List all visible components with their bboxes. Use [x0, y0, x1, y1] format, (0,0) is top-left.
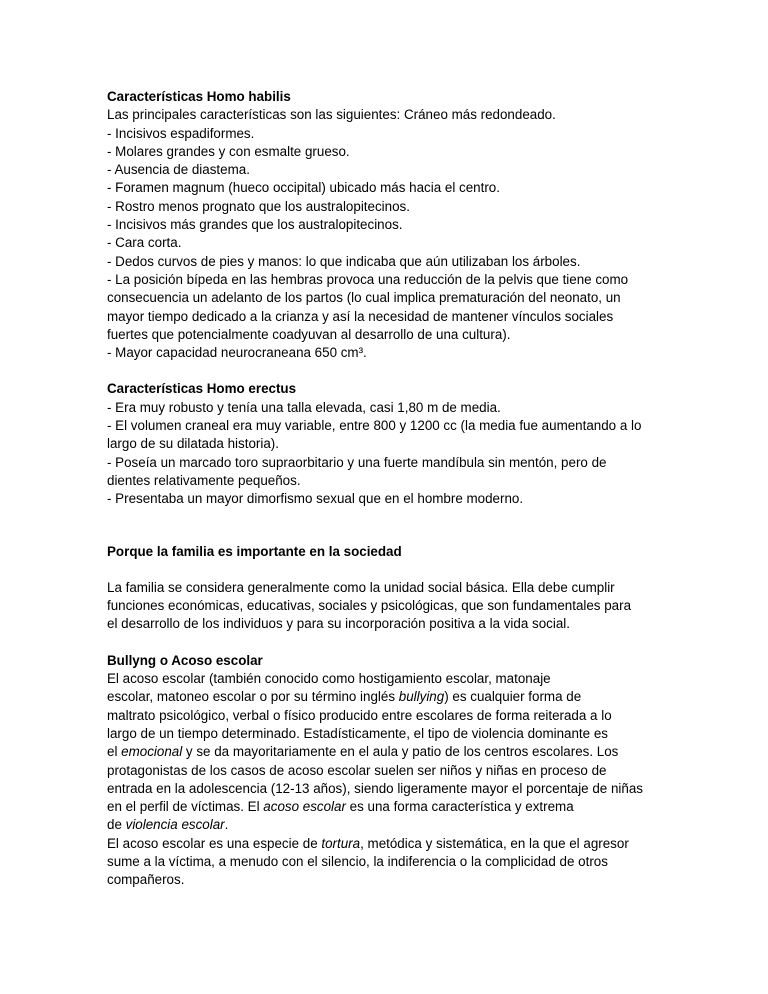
bullying-line: protagonistas de los casos de acoso escolar suelen ser niños y niñas en proceso de	[107, 762, 607, 778]
habilis-intro: Las principales características son las siguientes: Cráneo más redondeado.	[107, 107, 556, 123]
erectus-line: largo de su dilatada historia).	[107, 436, 279, 452]
familia-line: funciones económicas, educativas, sociales y psicológicas, que son fundamentales para	[107, 598, 632, 614]
habilis-item: - Rostro menos prognato que los australopitecinos.	[107, 198, 410, 214]
habilis-item: - Molares grandes y con esmalte grueso.	[107, 143, 350, 159]
habilis-pelvis-line: fuertes que potencialmente coadyuvan al desarrollo de una cultura).	[107, 326, 511, 342]
bullying-line	[107, 816, 667, 834]
italic-term: emocional	[121, 744, 183, 760]
section-familia	[107, 543, 667, 634]
text-run: ) es cualquier forma de	[444, 689, 582, 705]
text-run: es una forma característica y extrema	[345, 799, 574, 815]
spacer	[107, 509, 667, 543]
bullying-line	[107, 743, 667, 761]
habilis-item: - Ausencia de diastema.	[107, 162, 250, 178]
text-run: El acoso escolar es una especie de	[107, 835, 322, 851]
familia-line: La familia se considera generalmente como la unidad social básica. Ella debe cumplir	[107, 579, 615, 595]
bullying-line: compañeros.	[107, 872, 185, 888]
erectus-line: - El volumen craneal era muy variable, entre 800 y 1200 cc (la media fue aumentando a lo	[107, 418, 642, 434]
bullying-line: entrada en la adolescencia (12-13 años), siendo ligeramente mayor el porcentaje de niñas	[107, 780, 643, 796]
text-run: en el perfil de víctimas. El	[107, 799, 264, 815]
text-run: y se da mayoritariamente en el aula y patio de los centros escolares. Los	[182, 744, 619, 760]
bullying-line: maltrato psicológico, verbal o físico producido entre escolares de forma reiterada a lo	[107, 707, 612, 723]
erectus-line: - Presentaba un mayor dimorfismo sexual que en el hombre moderno.	[107, 491, 524, 507]
bullying-line	[107, 798, 667, 816]
habilis-item: - Incisivos espadiformes.	[107, 125, 255, 141]
habilis-item: - Cara corta.	[107, 235, 182, 251]
habilis-pelvis-line: - La posición bípeda en las hembras provoca una reducción de la pelvis que tiene como	[107, 271, 629, 287]
section-homo-erectus	[107, 380, 667, 508]
section-homo-habilis	[107, 88, 667, 362]
bullying-line	[107, 835, 667, 853]
heading-homo-habilis: Características Homo habilis	[107, 89, 291, 104]
habilis-capacity: - Mayor capacidad neurocraneana 650 cm³.	[107, 345, 367, 361]
bullying-line: sume a la víctima, a menudo con el silencio, la indiferencia o la complicidad de otros	[107, 853, 608, 869]
italic-term: acoso escolar	[263, 799, 346, 815]
spacer	[107, 362, 667, 380]
habilis-pelvis-line: consecuencia un adelanto de los partos (lo cual implica prematuración del neonato, un	[107, 290, 621, 306]
document-body	[107, 88, 667, 890]
habilis-pelvis-line: mayor tiempo dedicado a la crianza y así la necesidad de mantener vínculos sociales	[107, 308, 614, 324]
italic-term: bullying	[398, 689, 445, 705]
text-run: , metódica y sistemática, en la que el agresor	[360, 835, 629, 851]
spacer	[107, 561, 667, 579]
italic-term: violencia escolar	[125, 817, 225, 833]
heading-homo-erectus: Características Homo erectus	[107, 381, 297, 397]
habilis-item: - Incisivos más grandes que los australopitecinos.	[107, 217, 403, 233]
erectus-line: - Era muy robusto y tenía una talla elevada, casi 1,80 m de media.	[107, 399, 501, 415]
heading-bullying: Bullyng o Acoso escolar	[107, 652, 263, 668]
bullying-line: El acoso escolar (también conocido como hostigamiento escolar, matonaje	[107, 671, 551, 687]
text-run: de	[107, 817, 126, 833]
habilis-item: - Foramen magnum (hueco occipital) ubicado más hacia el centro.	[107, 180, 500, 196]
italic-term: tortura	[321, 835, 361, 851]
habilis-item: - Dedos curvos de pies y manos: lo que indicaba que aún utilizaban los árboles.	[107, 253, 581, 269]
section-bullying	[107, 652, 667, 890]
erectus-line: - Poseía un marcado toro supraorbitario y una fuerte mandíbula sin mentón, pero de	[107, 454, 607, 470]
heading-familia: Porque la familia es importante en la sociedad	[107, 543, 402, 559]
text-run: escolar, matoneo escolar o por su término inglés	[107, 689, 399, 705]
erectus-line: dientes relativamente pequeños.	[107, 472, 301, 488]
spacer	[107, 634, 667, 652]
bullying-line	[107, 688, 667, 706]
bullying-line: largo de un tiempo determinado. Estadísticamente, el tipo de violencia dominante es	[107, 725, 608, 741]
text-run: el	[107, 744, 122, 760]
text-run: .	[224, 817, 229, 833]
familia-line: el desarrollo de los individuos y para su incorporación positiva a la vida social.	[107, 616, 570, 632]
